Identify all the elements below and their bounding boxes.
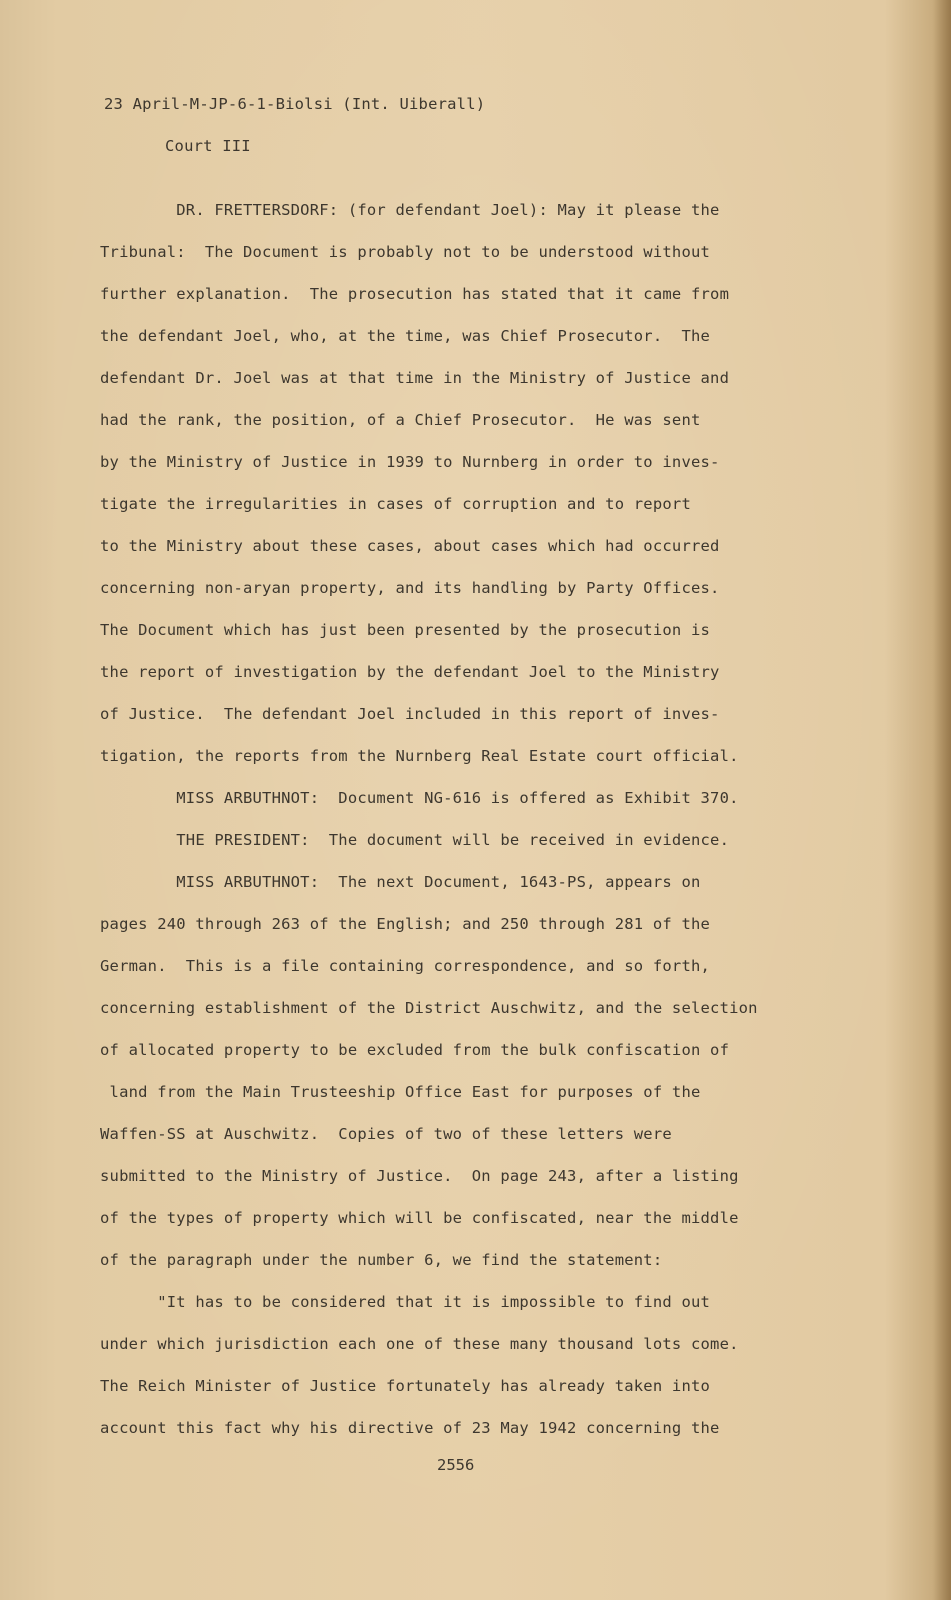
transcript-line: of the types of property which will be confiscated, near the middle: [100, 1209, 739, 1227]
transcript-line: MISS ARBUTHNOT: The next Document, 1643-PS, appears on: [100, 873, 701, 891]
transcript-line: tigation, the reports from the Nurnberg Real Estate court official.: [100, 747, 739, 765]
transcript-line: Waffen-SS at Auschwitz. Copies of two of these letters were: [100, 1125, 672, 1143]
transcript-line: The Document which has just been presented by the prosecution is: [100, 621, 711, 639]
transcript-line: DR. FRETTERSDORF: (for defendant Joel): May it please the: [100, 201, 720, 219]
transcript-line: The Reich Minister of Justice fortunately has already taken into: [100, 1377, 711, 1395]
transcript-line: of Justice. The defendant Joel included in this report of inves-: [100, 705, 720, 723]
transcript-line: further explanation. The prosecution has stated that it came from: [100, 285, 730, 303]
transcript-line: account this fact why his directive of 23 May 1942 concerning the: [100, 1419, 720, 1437]
transcript-line: MISS ARBUTHNOT: Document NG-616 is offered as Exhibit 370.: [100, 789, 739, 807]
transcript-line: had the rank, the position, of a Chief Prosecutor. He was sent: [100, 411, 701, 429]
transcript-line: land from the Main Trusteeship Office East for purposes of the: [100, 1083, 701, 1101]
transcript-line: Tribunal: The Document is probably not to be understood without: [100, 243, 711, 261]
transcript-line: of the paragraph under the number 6, we find the statement:: [100, 1251, 663, 1269]
transcript-line: under which jurisdiction each one of these many thousand lots come.: [100, 1335, 739, 1353]
transcript-line: the defendant Joel, who, at the time, was Chief Prosecutor. The: [100, 327, 711, 345]
court-designation: Court III: [165, 137, 251, 155]
transcript-line: German. This is a file containing correspondence, and so forth,: [100, 957, 711, 975]
document-header: 23 April-M-JP-6-1-Biolsi (Int. Uiberall): [104, 95, 486, 113]
page-edge-shadow: [933, 0, 951, 1600]
transcript-line: pages 240 through 263 of the English; and 250 through 281 of the: [100, 915, 711, 933]
transcript-line: submitted to the Ministry of Justice. On page 243, after a listing: [100, 1167, 739, 1185]
transcript-line: tigate the irregularities in cases of corruption and to report: [100, 495, 691, 513]
transcript-line: of allocated property to be excluded from the bulk confiscation of: [100, 1041, 730, 1059]
transcript-line: concerning non-aryan property, and its handling by Party Offices.: [100, 579, 720, 597]
transcript-line: the report of investigation by the defendant Joel to the Ministry: [100, 663, 720, 681]
page-number: 2556: [437, 1456, 475, 1474]
transcript-line: THE PRESIDENT: The document will be received in evidence.: [100, 831, 730, 849]
transcript-line: to the Ministry about these cases, about cases which had occurred: [100, 537, 720, 555]
transcript-line: defendant Dr. Joel was at that time in the Ministry of Justice and: [100, 369, 730, 387]
transcript-line: concerning establishment of the District Auschwitz, and the selection: [100, 999, 758, 1017]
transcript-line: "It has to be considered that it is impossible to find out: [100, 1293, 711, 1311]
transcript-line: by the Ministry of Justice in 1939 to Nurnberg in order to inves-: [100, 453, 720, 471]
